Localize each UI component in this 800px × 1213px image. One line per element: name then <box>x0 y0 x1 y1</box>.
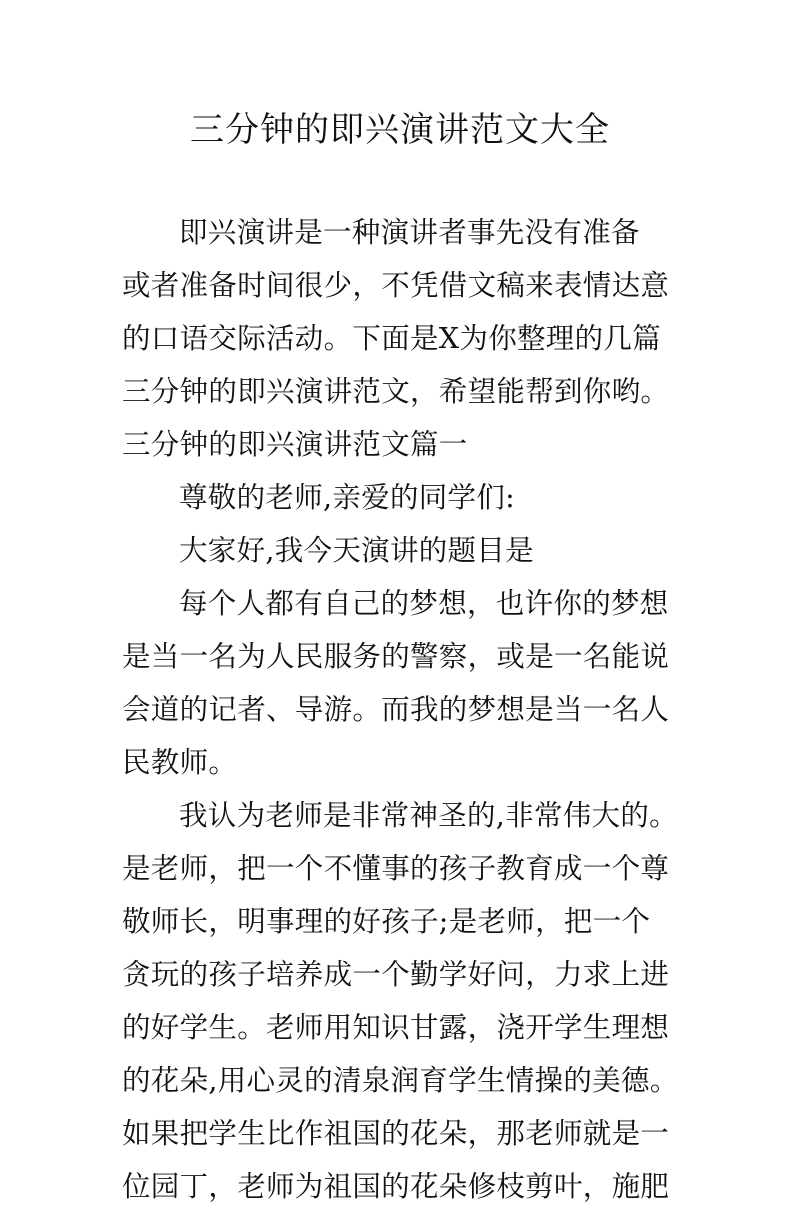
text-line: 位园丁，老师为祖国的花朵修枝剪叶，施肥 <box>122 1170 670 1203</box>
text-line: 即兴演讲是一种演讲者事先没有准备 <box>179 216 640 249</box>
text-line: 敬师长，明事理的好孩子;是老师，把一个 <box>122 905 651 938</box>
text-line: 是老师，把一个不懂事的孩子教育成一个尊 <box>122 852 670 885</box>
text-line: 民教师。 <box>122 746 238 779</box>
text-line: 我认为老师是非常神圣的,非常伟大的。 <box>179 799 678 832</box>
text-line: 的口语交际活动。下面是X为你整理的几篇 <box>122 322 661 355</box>
text-line: 或者准备时间很少，不凭借文稿来表情达意 <box>122 269 670 302</box>
text-line: 贪玩的孩子培养成一个勤学好问，力求上进 <box>122 958 670 991</box>
section-heading: 三分钟的即兴演讲范文篇一 <box>122 428 468 461</box>
document-body <box>122 206 692 1213</box>
document-title: 三分钟的即兴演讲范文大全 <box>190 110 610 150</box>
text-line: 如果把学生比作祖国的花朵，那老师就是一 <box>122 1117 670 1150</box>
text-line: 的好学生。老师用知识甘露，浇开学生理想 <box>122 1011 670 1044</box>
text-line: 的花朵,用心灵的清泉润育学生情操的美德。 <box>122 1064 679 1097</box>
text-line: 是当一名为人民服务的警察，或是一名能说 <box>122 640 670 673</box>
text-line: 三分钟的即兴演讲范文，希望能帮到你哟。 <box>122 375 670 408</box>
text-line: 大家好,我今天演讲的题目是 <box>179 534 534 567</box>
text-line: 尊敬的老师,亲爱的同学们: <box>179 481 516 514</box>
text-line: 每个人都有自己的梦想，也许你的梦想 <box>179 587 669 620</box>
text-line: 会道的记者、导游。而我的梦想是当一名人 <box>122 693 670 726</box>
